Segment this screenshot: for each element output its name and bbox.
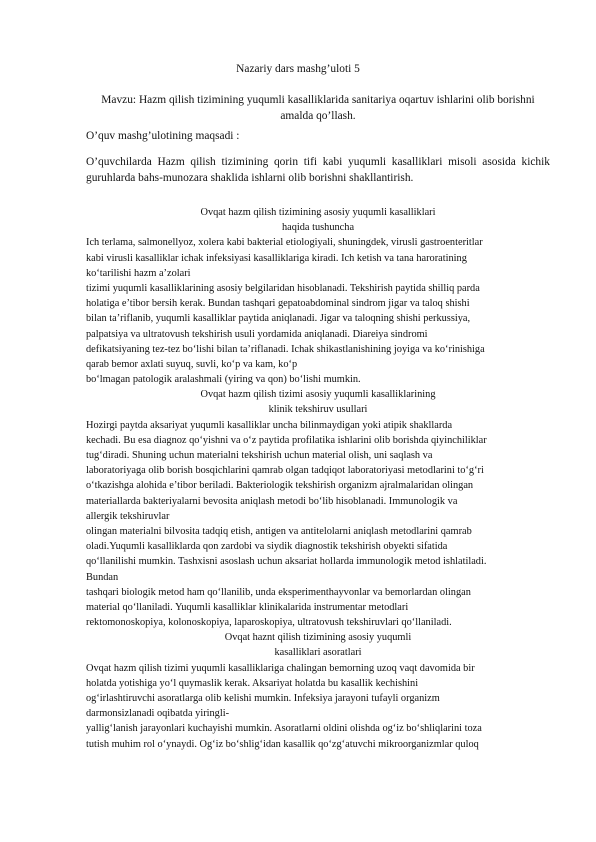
body-text-line: Ovqat hazm qilish tizimi yuqumli kasalliklariga chalingan bemorning uzoq vaqt davomida bir — [86, 662, 475, 674]
body-text-line: tutish muhim rol o‘ynaydi. Og‘iz bo‘shlig‘idan kasallik qo‘zg‘atuvchi mikroorganizmlar quloq — [86, 738, 479, 750]
body-text-line: allergik tekshiruvlar — [86, 510, 170, 522]
body-text-line: rektomonoskopiya, kolonoskopiya, laparoskopiya, ultratovush tekshiruvlari qo‘llaniladi. — [86, 617, 452, 629]
body-text-line: qarab bemor axlati suyuq, suvli, ko‘p va kam, ko‘p — [86, 358, 298, 370]
goal-label: O’quv mashg’ulotining maqsadi : — [86, 130, 240, 142]
body-text-line: tug‘diradi. Shuning uchun materialni tekshirish uchun material olish, uni saqlash va — [86, 450, 433, 461]
body-text-line: darmonsizlanadi oqibatda yiringli- — [86, 708, 230, 720]
body-text-line: holatiga e’tibor bersih kerak. Bundan tashqari gepatoabdominal sindrom jigar va taloq shishi — [86, 298, 470, 310]
body-text-line: defikatsiyaning tez-tez bo‘lishi bilan ta’riflanadi. Ichak shikastlanishining joyiga va ko‘rinishiga — [86, 343, 485, 355]
body-text-line: ko‘tarilishi hazm a’zolari — [86, 267, 191, 279]
body-text-line: holatda yotishiga yo‘l quymaslik kerak. Aksariyat holatda bu kasallik kechishini — [86, 677, 419, 689]
body-text-line: kabi virusli kasalliklar ichak infeksiyasi kasalliklariga kiradi. Ich ketish va tana haroratining — [86, 252, 467, 264]
document-body — [86, 205, 556, 752]
goal-text: O’quvchilarda Hazm qilish tizimining qorin tifi kabi yuqumli kasalliklari misoli asosida kichik guruhlarda bahs-munozara shaklida ishlarni olib borishni shakllantirish. — [86, 156, 550, 184]
section-heading-line: kasalliklari asoratlari — [274, 647, 362, 659]
body-text-line: Hozirgi paytda aksariyat yuqumli kasalliklar uncha bilinmaydigan yoki atipik shakllarda — [86, 419, 453, 431]
body-text-line: bilan ta’riflanib, yuqumli kasalliklar paytida aniqlanadi. Jigar va taloqning shishi perkussiya, — [86, 313, 471, 325]
body-text-line: materiallarda bakteriyalarni bevosita aniqlash metodi bo‘lib hisoblanadi. Immunologik va — [86, 495, 458, 507]
subject-line: amalda qo’llash. — [280, 109, 356, 122]
body-text-line: olingan materialni bilvosita tadqiq etish, antigen va antitelolarni aniqlash metodlarini qamrab — [86, 525, 472, 537]
body-text-line: bo‘lmagan patologik aralashmali (yiring va qon) bo‘lishi mumkin. — [86, 374, 361, 386]
section-heading-line: Ovqat hazm qilish tizimi asosiy yuqumli kasalliklarining — [200, 389, 436, 401]
section-heading-line: Ovqat hazm qilish tizimining asosiy yuqumli kasalliklari — [200, 207, 436, 218]
document-title: Nazariy dars mashg’uloti 5 — [236, 63, 360, 75]
section-heading-line: klinik tekshiruv usullari — [268, 404, 368, 416]
body-text-line: palpatsiya va ultratovush tekshirish usuli yordamida aniqlanadi. Diareiya sindromi — [86, 328, 428, 340]
section-heading-line: Ovqat haznt qilish tizimining asosiy yuqumli — [224, 632, 412, 644]
lesson-subject — [86, 93, 550, 124]
body-text-line: laboratoriyaga olib borish bosqichlarini qamrab olgan tadqiqot laboratoriyasi metodlarini to‘g‘ri — [86, 465, 484, 477]
body-text-line: material qo‘llaniladi. Yuqumli kasalliklar klinikalarida instrumentar metodlari — [86, 601, 409, 613]
body-text-line: oladi.Yuqumli kasalliklarda qon zardobi va siydik diagnostik tekshirish obyekti sifatida — [86, 541, 448, 553]
body-text-line: og‘irlashtiruvchi asoratlarga olib kelishi mumkin. Infeksiya jarayoni tufayli organizm — [86, 693, 440, 704]
body-text-line: tizimi yuqumli kasalliklarining asosiy belgilaridan hisoblanadi. Tekshirish paytida shilliq parda — [86, 282, 480, 294]
subject-line: Mavzu: Hazm qilish tizimining yuqumli kasalliklarida sanitariya oqartuv ishlarini olib borishni — [101, 94, 535, 106]
body-text-line: qo‘llanilishi mumkin. Tashxisni asoslash uchun aksariat hollarda immunologik metod ishlatiladi. — [86, 556, 487, 568]
body-text-line: kechadi. Bu esa diagnoz qo‘yishni va o‘z paytida profilatika ishlarini olib borishda qiyinchiliklar — [86, 434, 487, 446]
body-text-line: yallig‘lanish jarayonlari kuchayishi mumkin. Asoratlarni oldini olishda og‘iz bo‘shliqlarini toza — [86, 723, 482, 735]
body-text-line: o‘tkazishga alohida e’tibor beriladi. Bakteriologik tekshirish organizm ajralmalaridan olingan — [86, 480, 474, 492]
body-text-line: tashqari biologik metod ham qo‘llanilib, unda eksperimenthayvonlar va bemorlardan olingan — [86, 586, 471, 598]
section-heading-line: haqida tushuncha — [281, 222, 355, 234]
body-text-line: Ich terlama, salmonellyoz, xolera kabi bakterial etiologiyali, shuningdek, virusli gastroenteritlar — [86, 237, 483, 249]
body-text-line: Bundan — [86, 571, 119, 583]
